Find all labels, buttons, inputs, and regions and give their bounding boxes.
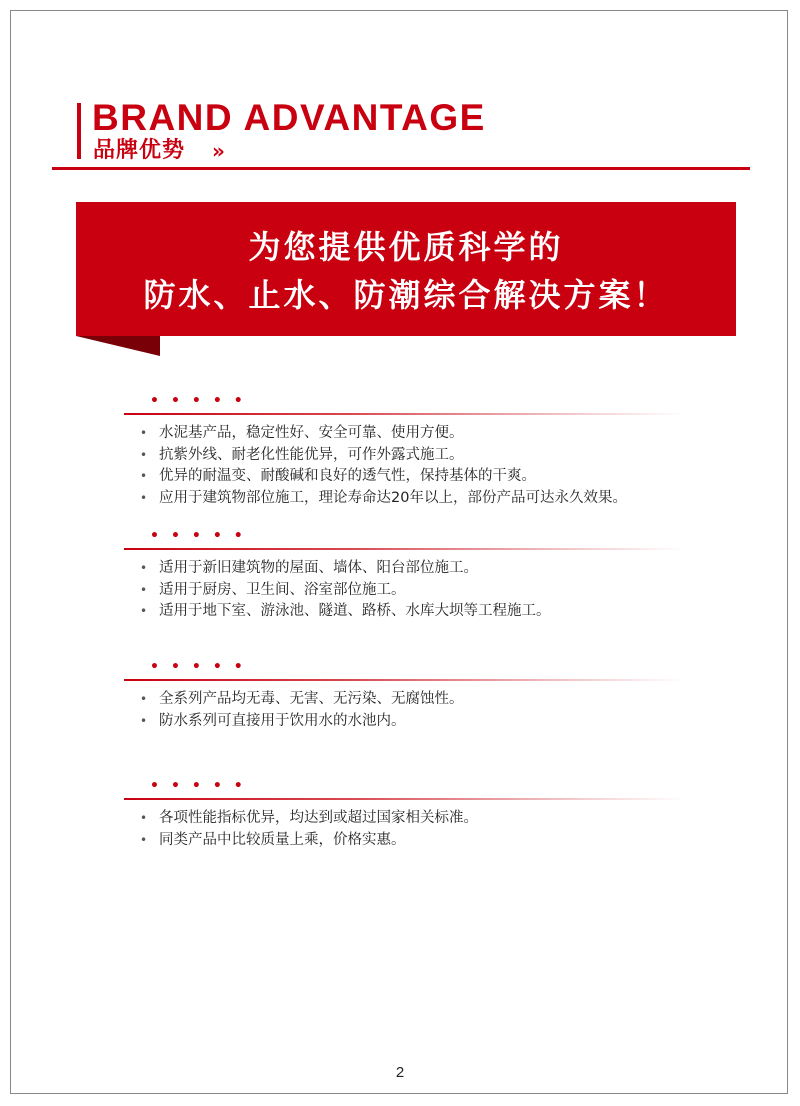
- header-rule: [52, 167, 750, 170]
- list-item: [140, 445, 627, 467]
- bullet-icon: •: [140, 582, 148, 597]
- bullet-icon: •: [140, 713, 148, 728]
- header-title-cn: 品牌优势: [93, 138, 186, 163]
- section-divider: [124, 548, 684, 550]
- bullet-icon: •: [140, 447, 148, 462]
- list-item: [140, 488, 627, 510]
- list-item: [140, 558, 551, 580]
- section-divider: [124, 413, 684, 415]
- section-dots: •••••: [150, 393, 255, 409]
- section-divider: [124, 679, 684, 681]
- banner-headline-line1: 为您提供优质科学的: [248, 228, 564, 266]
- list-item: [140, 580, 551, 602]
- header-title-en: BRAND ADVANTAGE: [92, 97, 486, 138]
- page-border: [10, 10, 788, 1094]
- page-number: 2: [395, 1064, 405, 1081]
- list-item: [140, 830, 478, 852]
- list-item-text: 水泥基产品，稳定性好、安全可靠、使用方便。: [159, 425, 464, 441]
- list-item-text: 适用于地下室、游泳池、隧道、路桥、水库大坝等工程施工。: [159, 603, 551, 619]
- section-dots: •••••: [150, 778, 255, 794]
- section-dots: •••••: [150, 659, 255, 675]
- list-item-text: 优异的耐温变、耐酸碱和良好的透气性，保持基体的干爽。: [159, 468, 536, 484]
- bullet-list: [140, 808, 478, 851]
- bullet-icon: •: [140, 604, 148, 618]
- bullet-list: [140, 558, 551, 623]
- section-divider: [124, 798, 684, 800]
- list-item: [140, 808, 478, 830]
- bullet-list: [140, 689, 464, 732]
- list-item-text: 适用于厨房、卫生间、浴室部位施工。: [159, 581, 406, 598]
- bullet-icon: •: [140, 561, 148, 575]
- list-item-text: 适用于新旧建筑物的屋面、墙体、阳台部位施工。: [159, 560, 478, 576]
- list-item: [140, 601, 551, 623]
- bullet-list: [140, 423, 627, 509]
- list-item: [140, 466, 627, 488]
- list-item-text: 全系列产品均无毒、无害、无污染、无腐蚀性。: [159, 691, 464, 707]
- list-item: [140, 689, 464, 711]
- bullet-icon: •: [140, 692, 148, 706]
- header-accent-bar: [77, 103, 81, 159]
- list-item-text: 各项性能指标优异，均达到或超过国家相关标准。: [159, 810, 478, 826]
- double-chevron-icon: »: [212, 139, 225, 163]
- list-item: [140, 711, 464, 733]
- list-item-text: 应用于建筑物部位施工，理论寿命达20年以上，部份产品可达永久效果。: [159, 489, 627, 506]
- list-item: [140, 423, 627, 445]
- bullet-icon: •: [140, 811, 148, 825]
- list-item-text: 防水系列可直接用于饮用水的水池内。: [159, 712, 406, 729]
- bullet-icon: •: [140, 426, 148, 440]
- list-item-text: 同类产品中比较质量上乘，价格实惠。: [159, 831, 406, 848]
- banner-headline-line2: 防水、止水、防潮综合解决方案！: [143, 276, 669, 314]
- section-dots: •••••: [150, 528, 255, 544]
- bullet-icon: •: [140, 490, 148, 505]
- bullet-icon: •: [140, 469, 148, 483]
- banner-fold-shadow: [76, 336, 160, 356]
- list-item-text: 抗紫外线、耐老化性能优异，可作外露式施工。: [159, 446, 464, 463]
- bullet-icon: •: [140, 832, 148, 847]
